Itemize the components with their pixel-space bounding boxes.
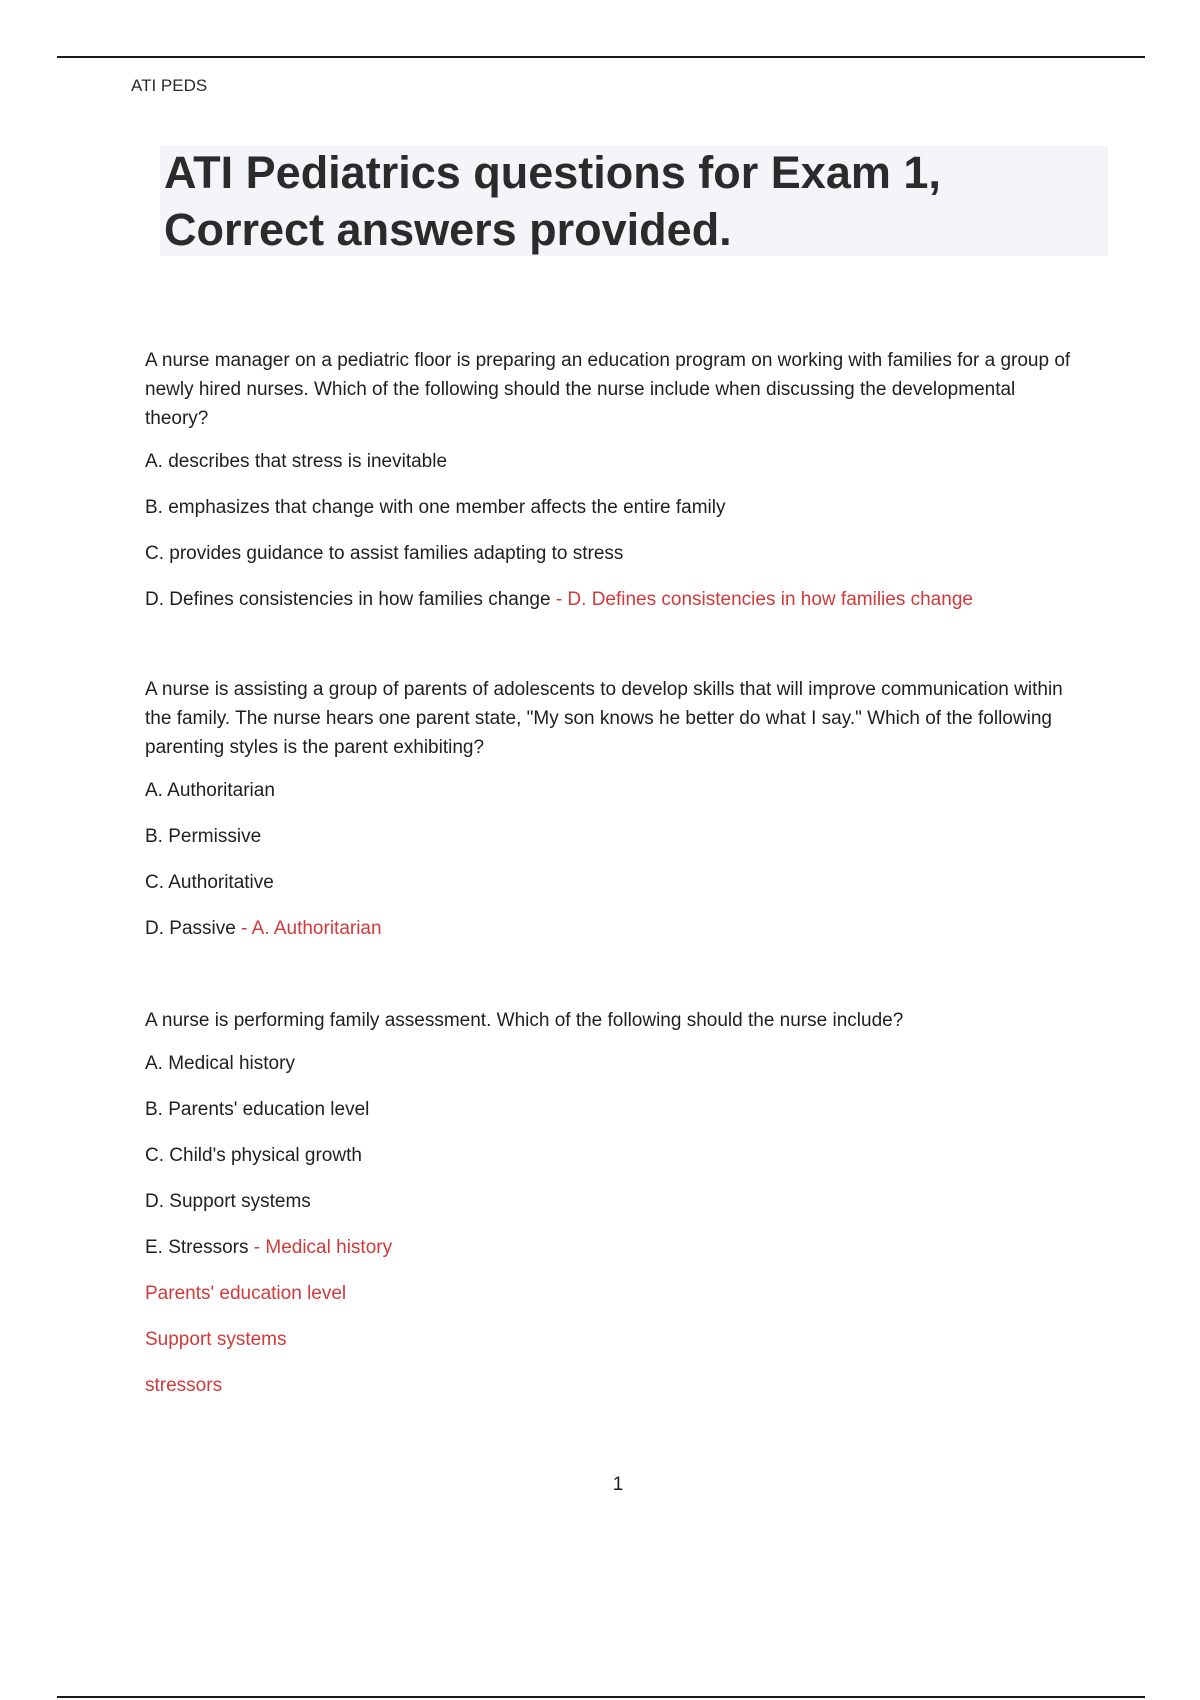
option-e-with-answer	[145, 1233, 1080, 1279]
option-b: B. emphasizes that change with one member affects the entire family	[145, 497, 726, 518]
option-a: A. Authoritarian	[145, 780, 275, 801]
correct-answer-line: Support systems	[145, 1329, 287, 1350]
option-d: D. Support systems	[145, 1191, 311, 1212]
option-c: C. provides guidance to assist families adapting to stress	[145, 543, 624, 564]
option-c: C. Child's physical growth	[145, 1145, 362, 1166]
correct-answer-line: Parents' education level	[145, 1283, 347, 1304]
option-e: E. Stressors	[145, 1237, 249, 1258]
document-title: ATI Pediatrics questions for Exam 1, Correct answers provided.	[164, 147, 941, 255]
question-stem: A nurse is performing family assessment. Which of the following should the nurse include?	[145, 1010, 904, 1031]
running-header: ATI PEDS	[131, 76, 208, 95]
bottom-rule	[57, 1696, 1145, 1698]
option-a: A. describes that stress is inevitable	[145, 451, 448, 472]
question-stem: A nurse manager on a pediatric floor is preparing an education program on working with families for a group of newly hired nurses. Which of the following should the nurse include when discussing the developmental theory?	[145, 350, 1071, 429]
option-b: B. Permissive	[145, 826, 262, 847]
question-stem: A nurse is assisting a group of parents of adolescents to develop skills that will improve communication within the family. The nurse hears one parent state, "My son knows he better do what I say." Which of the following parenting styles is the parent exhibiting?	[145, 679, 1063, 758]
option-d-with-answer	[145, 914, 1080, 960]
question-2	[145, 675, 1080, 960]
option-d: D. Passive	[145, 918, 236, 939]
title-box	[160, 146, 1108, 256]
correct-answer-line: stressors	[145, 1375, 223, 1396]
correct-answer: - Medical history	[253, 1237, 393, 1258]
top-rule	[57, 56, 1145, 58]
option-a: A. Medical history	[145, 1053, 295, 1074]
option-d: D. Defines consistencies in how families change	[145, 589, 551, 610]
option-b: B. Parents' education level	[145, 1099, 370, 1120]
question-3	[145, 1006, 1080, 1417]
correct-answer: - A. Authoritarian	[241, 918, 382, 939]
correct-answer: - D. Defines consistencies in how families change	[555, 589, 973, 610]
question-1	[145, 346, 1080, 631]
page-number: 1	[612, 1474, 624, 1495]
option-d-with-answer	[145, 585, 1080, 631]
option-c: C. Authoritative	[145, 872, 274, 893]
